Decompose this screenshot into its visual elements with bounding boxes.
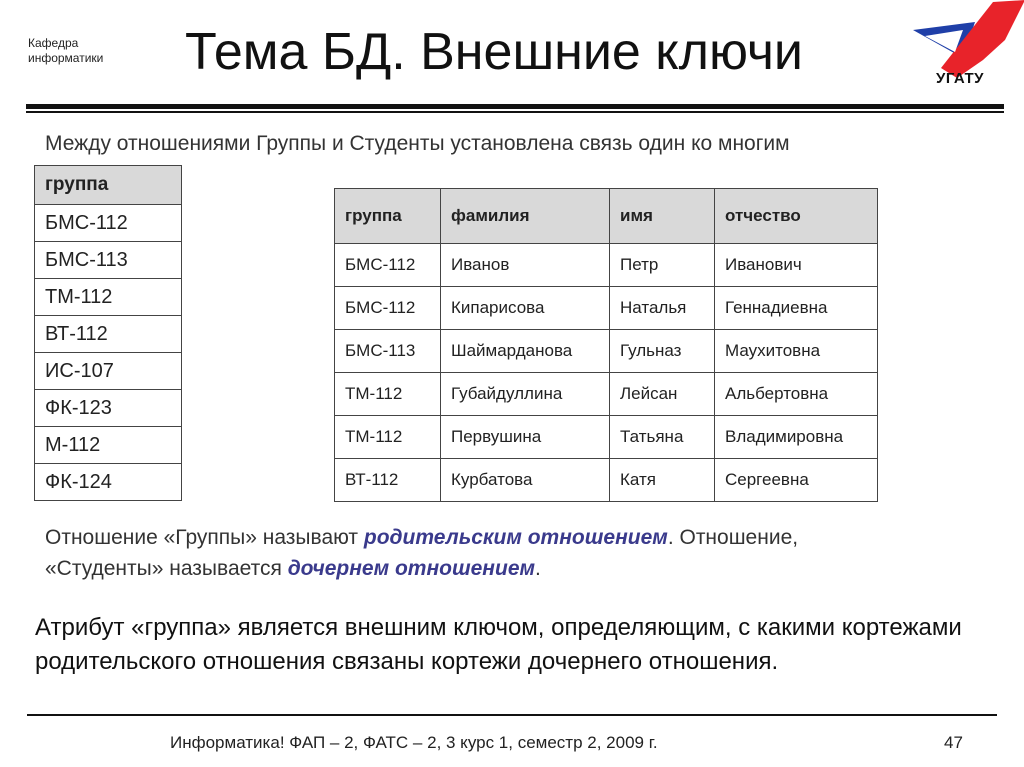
table-row [35, 427, 182, 464]
table-row [35, 242, 182, 279]
group-cell: БМС-113 [35, 242, 182, 279]
cell-name: Гульназ [610, 330, 715, 373]
group-cell: ВТ-112 [35, 316, 182, 353]
cell-patronymic: Сергеевна [715, 459, 878, 502]
cell-surname: Шаймарданова [441, 330, 610, 373]
cell-patronymic: Маухитовна [715, 330, 878, 373]
group-cell: М-112 [35, 427, 182, 464]
groups-table [34, 165, 182, 501]
footer-text: Информатика! ФАП – 2, ФАТС – 2, 3 курс 1, семестр 2, 2009 г. [170, 733, 658, 752]
foreign-key-definition: Атрибут «группа» является внешним ключом, определяющим, с какими кортежами родительского отношения связаны кортежи дочернего отношения. [35, 614, 962, 675]
cell-name: Наталья [610, 287, 715, 330]
relation-line-1 [45, 522, 798, 553]
table-row [335, 330, 878, 373]
cell-name: Катя [610, 459, 715, 502]
header-patronymic: отчество [715, 189, 878, 244]
table-row [35, 316, 182, 353]
group-cell: ИС-107 [35, 353, 182, 390]
child-relation-term: дочернем отношением [287, 557, 536, 580]
table-row [35, 353, 182, 390]
students-table [334, 188, 878, 502]
footer-rule [27, 714, 997, 716]
relation-text: . [535, 557, 541, 580]
cell-patronymic: Альбертовна [715, 373, 878, 416]
cell-surname: Губайдуллина [441, 373, 610, 416]
cell-name: Татьяна [610, 416, 715, 459]
header-rule-thin [26, 111, 1004, 113]
groups-header: группа [35, 166, 182, 205]
department-label [28, 36, 103, 66]
cell-group: ТМ-112 [335, 416, 441, 459]
logo-text: УГАТУ [936, 70, 984, 87]
cell-surname: Первушина [441, 416, 610, 459]
cell-surname: Иванов [441, 244, 610, 287]
cell-surname: Курбатова [441, 459, 610, 502]
group-cell: БМС-112 [35, 205, 182, 242]
table-row [335, 459, 878, 502]
relation-text: Отношение «Группы» называют [45, 526, 364, 549]
cell-group: ТМ-112 [335, 373, 441, 416]
cell-group: ВТ-112 [335, 459, 441, 502]
table-row [335, 373, 878, 416]
department-line-1: Кафедра [28, 36, 79, 50]
relation-text: . Отношение, [667, 526, 799, 549]
header-group: группа [335, 189, 441, 244]
cell-group: БМС-113 [335, 330, 441, 373]
parent-relation-term: родительским отношением [363, 526, 668, 549]
table-row [35, 390, 182, 427]
table-row [335, 244, 878, 287]
header-rule-thick [26, 104, 1004, 109]
department-line-2: информатики [28, 51, 104, 65]
cell-patronymic: Геннадиевна [715, 287, 878, 330]
intro-text: Между отношениями Группы и Студенты установлена связь один ко многим [45, 132, 790, 155]
cell-name: Петр [610, 244, 715, 287]
table-row [35, 464, 182, 501]
slide-title: Тема БД. Внешние ключи [185, 23, 803, 81]
table-row [35, 205, 182, 242]
cell-surname: Кипарисова [441, 287, 610, 330]
group-cell: ТМ-112 [35, 279, 182, 316]
cell-patronymic: Владимировна [715, 416, 878, 459]
group-cell: ФК-124 [35, 464, 182, 501]
relation-text: «Студенты» называется [45, 557, 288, 580]
group-cell: ФК-123 [35, 390, 182, 427]
table-row [35, 279, 182, 316]
header-surname: фамилия [441, 189, 610, 244]
cell-group: БМС-112 [335, 244, 441, 287]
cell-name: Лейсан [610, 373, 715, 416]
cell-group: БМС-112 [335, 287, 441, 330]
table-row [335, 416, 878, 459]
relation-line-2 [45, 553, 798, 584]
table-row [335, 287, 878, 330]
cell-patronymic: Иванович [715, 244, 878, 287]
page-number: 47 [944, 733, 963, 752]
header-name: имя [610, 189, 715, 244]
relation-description [45, 522, 798, 584]
